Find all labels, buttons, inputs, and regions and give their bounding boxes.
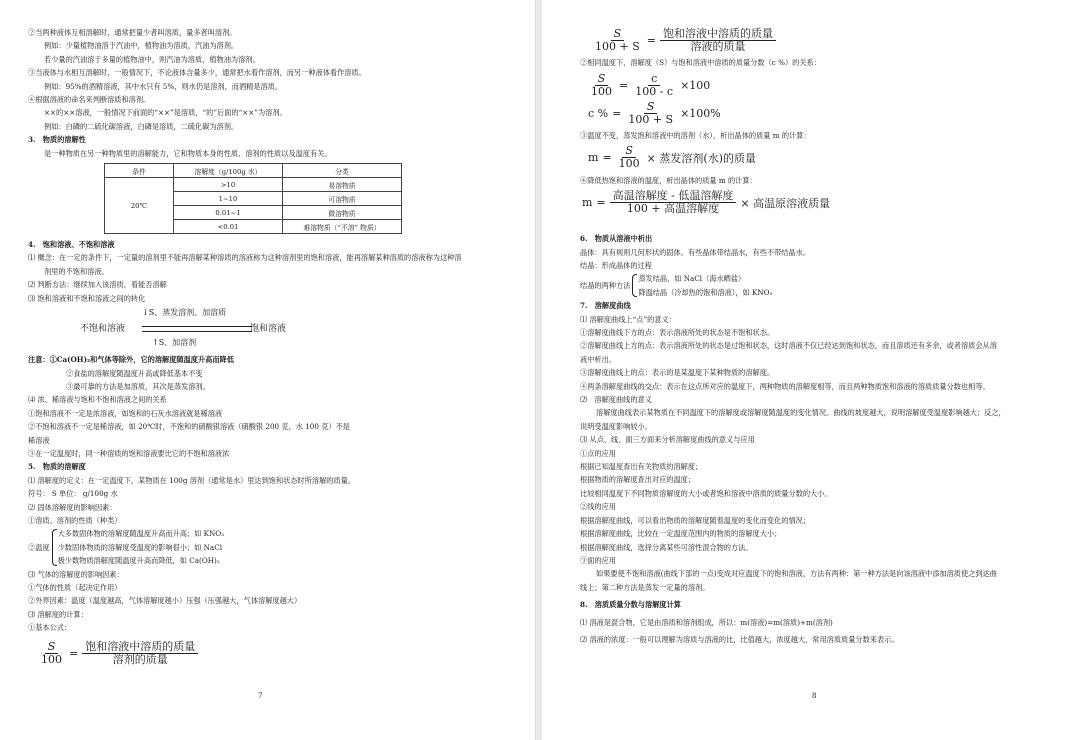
formula-solution [592, 28, 1062, 53]
text-line: 若少量的汽油溶于多量的植物油中，则汽油为溶质，植物油为溶剂。 [44, 54, 260, 64]
text-line: 根据物质的溶解度查出对应的温度； [580, 475, 696, 485]
table-header: 溶解度（g/100g 水） [174, 164, 283, 178]
fraction [38, 641, 65, 666]
text-line: ②食盐的溶解度随温度升高或降低基本不变 [66, 368, 203, 378]
text-line: ②不饱和溶液不一定是稀溶液，如 20℃时，不饱和的硝酸银溶液（硝酸银 200 克，水 100 克）不是 [28, 422, 350, 432]
crystallization-methods [580, 272, 1062, 299]
text-line: ③溶解度曲线上的点：表示的是某温度下某种物质的溶解度。 [580, 368, 775, 378]
fraction [610, 190, 737, 215]
temperature-label: ②温度 [28, 542, 50, 552]
text-line: ①溶解度曲线下方的点：表示溶液所处的状态是不饱和状态。 [580, 328, 775, 337]
page-8 [542, 0, 1080, 740]
equals-sign: = [69, 646, 79, 660]
table-header: 条件 [105, 164, 174, 178]
multiplier: × 高温原溶液质量 [740, 196, 831, 210]
numerator: 饱和溶液中溶质的质量 [660, 28, 776, 41]
lhs: m [588, 151, 599, 165]
formula-c-from-s [588, 101, 1062, 126]
text-line: 根据已知温度查出有关物质的溶解度； [580, 462, 703, 472]
equals-sign: = [646, 34, 656, 48]
text-line: ①溶质、溶剂的性质（种类） [28, 515, 122, 525]
numerator: 饱和溶液中溶质的质量 [82, 641, 198, 654]
denominator: 100 + 高温溶解度 [626, 202, 720, 216]
equals-sign: = [612, 106, 622, 120]
page-7 [0, 0, 536, 740]
table-cell: >10 [174, 178, 283, 192]
table-cell: 难溶物质（“不溶” 物质） [283, 220, 402, 234]
text-line: ②相同温度下，溶解度（S）与饱和溶液中溶质的质量分数（c %）的关系： [580, 58, 821, 68]
lhs: c % [588, 106, 609, 120]
denominator: 100 + S [595, 40, 640, 54]
temperature-brace [52, 527, 224, 567]
fraction [632, 73, 676, 98]
section-heading: 7. 溶解度曲线 [580, 301, 631, 311]
lhs: m [582, 196, 593, 210]
table-cell: 0.01~1 [174, 206, 283, 220]
text-line: 符号： S 单位： g/100g 水 [28, 489, 118, 499]
text-line: ⑶ 溶解度的计算： [28, 609, 88, 619]
numerator: S [595, 73, 609, 86]
text-line: 晶体：具有规则几何形状的固体。有些晶体带结晶水，有些不带结晶水。 [580, 247, 811, 257]
text-line: ⑷ 浓、稀溶液与饱和不饱和溶液之间的关系 [28, 395, 167, 405]
table-cell: 可溶物质 [283, 192, 402, 206]
text-line: ②线的应用 [580, 502, 616, 512]
to-saturated-label: ↓S、蒸发溶剂、加溶质 [142, 308, 227, 318]
multiplier: ×100 [680, 78, 711, 92]
to-unsaturated-label: ↑S、加溶剂 [152, 338, 197, 348]
formula-evaporation [588, 145, 1062, 170]
text-line: 说明受温度影响较小。 [580, 421, 652, 431]
unsaturated-label: 不饱和溶液 [80, 324, 126, 335]
section-heading: 3. 物质的溶解性 [28, 135, 86, 145]
text-line: 大多数固体物的溶解度随温度升高而升高；如 KNO₃ [57, 529, 225, 539]
text-line: 注意：①Ca(OH)₂和气体等除外，它的溶解度随温度升高而降低 [28, 355, 234, 365]
table-cell: <0.01 [174, 220, 283, 234]
text-line: ××的××溶液，一般情况下前面的“××”是溶质，“的”后面的“××”为溶剂。 [44, 108, 287, 118]
section-heading: 4. 饱和溶液、不饱和溶液 [28, 240, 115, 250]
equals-sign: = [596, 196, 606, 210]
text-line: ①点的应用 [580, 448, 616, 458]
numerator: c [648, 73, 660, 86]
multiplier: ×100% [680, 106, 721, 120]
text-line: ③当液体与水相互溶解时，一般情况下，不论液体含量多少，通常把水看作溶剂，而另一种液体看作溶质。 [28, 68, 366, 78]
text-line: 极少数物质溶解度随温度升高而降低，如 Ca(OH)₂ [57, 556, 220, 566]
text-line: 溶解度曲线表示某物质在不同温度下的溶解度或溶解度随温度的变化情况。曲线的坡度越大，说明溶解度受温度影响越大；反之， [596, 408, 1006, 418]
text-line: ⑶ 从点、线、面三方面来分析溶解度曲线的意义与应用 [580, 435, 755, 445]
text-line: 结晶：形成晶体的过程 [580, 260, 652, 270]
text-line: ②溶解度曲线上方的点：表示溶液所处的状态是过饱和状态，这时溶液不仅已经达到饱和状态，而且溶质还有多余，或者溶质会从溶 [580, 341, 997, 351]
denominator: 100 [591, 84, 612, 98]
text-line: 线上；第二种方法是蒸发一定量的溶剂。 [580, 582, 710, 592]
table-row [105, 178, 402, 192]
text-line: 根据溶解度曲线，可以看出物质的溶解度随着温度的变化而变化的情况； [580, 515, 811, 525]
fraction [625, 101, 676, 126]
saturated-label: 饱和溶液 [250, 324, 287, 335]
page-number: 7 [258, 692, 263, 700]
text-line: ⑴ 溶液是混合物，它是由溶质和溶剂组成，所以：m(溶液)=m(溶质)+m(溶剂) [580, 617, 833, 627]
section-heading: 6. 物质从溶液中析出 [580, 234, 653, 244]
table-header: 分类 [283, 164, 402, 178]
text-line: ④降低热饱和溶液的温度，析出晶体的质量 m 的计算： [580, 175, 757, 185]
fraction [82, 641, 198, 666]
text-line: 例如：95%的酒精溶液，其中水只有 5%，则水仍是溶剂，而酒精是溶质。 [44, 81, 283, 91]
text-line: ⑵ 溶液的浓度：一般可以理解为溶质与溶液的比，比值越大，浓度越大，常用溶质质量分数来表示。 [580, 634, 899, 644]
equals-sign: = [602, 151, 612, 165]
text-line: ③面的应用 [580, 555, 616, 565]
denominator: 100 [41, 652, 62, 666]
multiplier: × 蒸发溶剂(水)的质量 [646, 151, 756, 165]
text-line: ③温度不变，蒸发饱和溶液中的溶剂（水），析出晶体的质量 m 的计算： [580, 130, 811, 140]
equals-sign: = [619, 78, 629, 92]
text-line: ⑶ 气体的溶解度的影响因素： [28, 569, 124, 579]
text-line: 比较相同温度下不同物质溶解度的大小或者饱和溶液中溶质的质量分数的大小。 [580, 488, 832, 498]
fraction [660, 28, 776, 53]
table-cell: 易溶物质 [283, 178, 402, 192]
conversion-diagram [28, 307, 513, 351]
text-line: ①气体的性质（起决定作用） [28, 583, 122, 592]
text-line: 剂里的不饱和溶液。 [44, 266, 109, 276]
methods-brace [632, 272, 772, 299]
formula-s-from-c [588, 73, 1062, 98]
methods-label: 结晶的两种方法 [580, 281, 631, 291]
formula-cooling [582, 190, 1062, 215]
fraction [592, 28, 643, 53]
arrow-line [142, 326, 252, 327]
text-line: ②外界因素：温度（温度越高，气体溶解度越小）压强（压强越大，气体溶解度越大） [28, 596, 302, 606]
text-line: ⑵ 固体溶解度的影响因素： [28, 502, 117, 512]
table-cell: 1~10 [174, 192, 283, 206]
text-line: ④两条溶解度曲线的交点：表示在这点所对应的温度下，两种物质的溶解度相等，而且两种物质饱和溶液的溶质质量分数也相等。 [580, 381, 990, 391]
text-line: ⑵ 判断方法：继续加入该溶质，看能否溶解 [28, 280, 167, 290]
denominator: 溶液的质量 [690, 40, 746, 54]
text-line: 稀溶液 [28, 435, 50, 445]
numerator: 高温溶解度 - 低温溶解度 [610, 190, 737, 203]
text-line: 例如：白磷的二硫化碳溶液，白磷是溶质，二硫化碳为溶剂。 [44, 121, 239, 131]
section-heading: 5. 物质的溶解度 [28, 462, 86, 472]
text-line: ②当两种液体互相溶解时，通常把量少者叫溶质，量多者叫溶剂。 [28, 28, 237, 37]
text-line: 根据溶解度曲线，选择分离某些可溶性混合物的方法。 [580, 542, 753, 552]
numerator: S [622, 145, 636, 158]
fraction [588, 73, 615, 98]
text-line: ⑴ 溶解度的定义：在一定温度下，某物质在 100g 溶剂（通常是水）里达到饱和状态时所溶解的质量。 [28, 475, 356, 485]
text-line: ⑴ 溶解度曲线上“点”的意义： [580, 314, 676, 324]
numerator: S [45, 641, 59, 654]
numerator: S [644, 101, 658, 114]
text-line: 少数固体物质的溶解度受温度的影响很小；如 NaCl [57, 542, 222, 552]
table-cell: 微溶物质 [283, 206, 402, 220]
text-line: ①饱和溶液不一定是浓溶液，如饱和的石灰水溶液就是稀溶液 [28, 408, 223, 418]
text-line: ⑶ 饱和溶液和不饱和溶液之间的转化 [28, 293, 146, 303]
text-line: 是一种物质在另一种物质里的溶解能力，它和物质本身的性质、溶剂的性质以及温度有关。 [44, 148, 332, 158]
table-header-row [105, 164, 402, 178]
text-line: 蒸发结晶，如 NaCl（海水晒盐） [638, 274, 746, 284]
numerator: S [611, 28, 625, 41]
text-line: ③最可靠的方法是加溶质，其次是蒸发溶剂。 [66, 381, 210, 391]
text-line: 降温结晶（冷却热的饱和溶液），如 KNO₃ [638, 287, 773, 297]
text-line: 液中析出。 [580, 354, 616, 364]
text-line: ④根据溶液的命名来判断溶质和溶剂。 [28, 95, 151, 105]
denominator: 100 + S [628, 112, 674, 126]
arrow-line [142, 331, 252, 332]
page-number: 8 [812, 692, 817, 700]
denominator: 100 - c [635, 84, 674, 98]
section-heading: 8. 溶质质量分数与溶解度计算 [580, 600, 681, 610]
solubility-table [104, 163, 402, 234]
text-line: ⑴ 概念：在一定的条件下，一定量的溶剂里不能再溶解某种溶质的溶液称为这种溶剂里的饱和溶液，能再溶解某种溶质的溶液称为这种溶 [28, 253, 462, 263]
text-line: ①基本公式： [28, 623, 72, 633]
fraction [616, 145, 643, 170]
temperature-factors [28, 527, 513, 567]
denominator: 溶剂的质量 [112, 652, 168, 666]
text-line: 根据溶解度曲线，比较在一定温度范围内的物质的溶解度大小； [580, 529, 782, 539]
text-line: ⑵ 溶解度曲线的意义 [580, 395, 652, 405]
denominator: 100 [618, 157, 640, 171]
text-line: 如果要使不饱和溶液(曲线下部的一点)变成对应温度下的饱和溶液，方法有两种：第一种方法是向该溶液中添加溶质使之到达曲 [596, 569, 997, 579]
table-cell-condition: 20℃ [105, 178, 174, 234]
text-line: ③在一定温度时，同一种溶质的饱和溶液要比它的不饱和溶液浓 [28, 448, 230, 458]
text-line: 例如：少量植物油溶于汽油中，植物油为溶质，汽油为溶剂。 [44, 41, 239, 51]
solubility-formula [38, 641, 513, 666]
